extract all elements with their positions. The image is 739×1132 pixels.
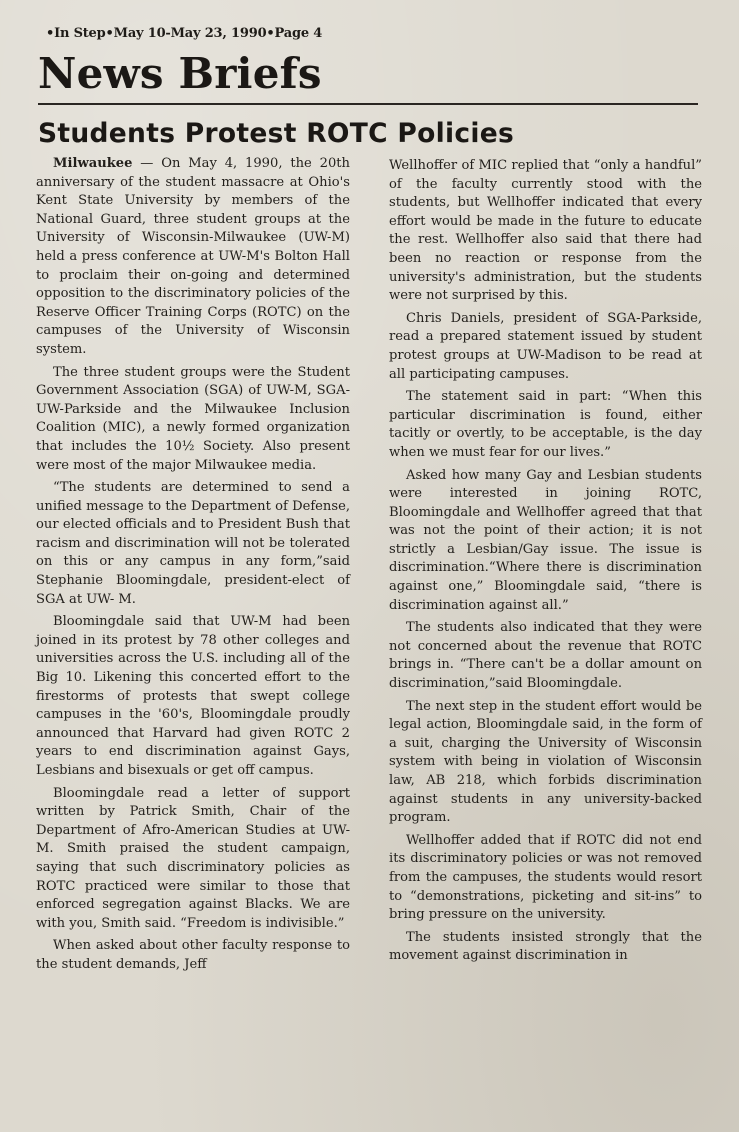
body-paragraph: Bloomingdale read a letter of support written by Patrick Smith, Chair of the Department of Afro-American Studies at UW-M. Smith praised the student campaign, saying that such discriminatory policies as ROTC practiced were similar to those that enforced segregation against Blacks. We are with you, Smith said. “Freedom is indivisible.” (36, 785, 350, 931)
page-folio: •In Step•May 10-May 23, 1990•Page 4 (46, 26, 323, 41)
body-paragraph: Chris Daniels, president of SGA-Parkside, read a prepared statement issued by student protest groups at UW-Madison to be read at all participating campuses. (389, 310, 702, 382)
article-column-left (36, 155, 350, 979)
body-paragraph: The students insisted strongly that the movement against discrimination in (389, 929, 702, 964)
body-paragraph: “The students are determined to send a unified message to the Department of Defense, our elected officials and to President Bush that racism and discrimination will not be tolerated on this or any campus in any form,”said Stephanie Bloomingdale, president-elect of SGA at UW- M. (36, 480, 350, 607)
body-paragraph: Wellhoffer added that if ROTC did not end its discriminatory policies or was not removed from the campuses, the students would resort to “demonstrations, picketing and sit-ins” to bring pressure on the university. (389, 832, 702, 923)
body-paragraph: Asked how many Gay and Lesbian students were interested in joining ROTC, Bloomingdale and Wellhoffer agreed that that was not the point of their action; it is not strictly a Lesbian/Gay issue. The issue is discrimination.“Where there is discrimination against one,” Bloomingdale said, “there is discrimination against all.” (389, 467, 702, 613)
body-paragraph: The next step in the student effort would be legal action, Bloomingdale said, in the form of a suit, charging the University of Wisconsin system with being in violation of Wisconsin law, AB 218, which forbids discrimination against students in any university-backed program. (389, 698, 702, 826)
lead-paragraph (36, 155, 350, 360)
article-headline: Students Protest ROTC Policies (38, 118, 515, 149)
section-title: News Briefs (38, 49, 322, 98)
body-paragraph: The three student groups were the Student Government Association (SGA) of UW-M, SGA-UW-Parkside and the Milwaukee Inclusion Coalition (MIC), a newly formed organization that includes the 10½ Society. Also present were most of the major Milwaukee media. (36, 364, 350, 473)
lead-text: — On May 4, 1990, the 20th anniversary of the student massacre at Ohio's Kent State University by members of the National Guard, three student groups at the University of Wisconsin-Milwaukee (UW-M) held a press conference at UW-M's Bolton Hall to proclaim their on-going and determined opposition to the discriminatory policies of the Reserve Officer Training Corps (ROTC) on the campuses of the University of Wisconsin system. (36, 156, 350, 357)
body-paragraph: The students also indicated that they were not concerned about the revenue that ROTC brings in. “There can't be a dollar amount on discrimination,”said Bloomingdale. (389, 620, 702, 692)
dateline: Milwaukee (53, 156, 133, 171)
section-divider (38, 103, 698, 105)
body-paragraph: When asked about other faculty response to the student demands, Jeff (36, 938, 350, 972)
article-column-right (389, 157, 702, 970)
continued-paragraph: Wellhoffer of MIC replied that “only a handful” of the faculty currently stood with the students, but Wellhoffer indicated that every effort would be made in the future to educate the rest. Wellhoffer also said that there had been no reaction or response from the university's administration, but the students were not surprised by this. (389, 158, 702, 304)
body-paragraph: Bloomingdale said that UW-M had been joined in its protest by 78 other colleges and universities across the U.S. including all of the Big 10. Likening this concerted effort to the firestorms of protests that swept college campuses in the '60's, Bloomingdale proudly announced that Harvard had given ROTC 2 years to end discrimination against Gays, Lesbians and bisexuals or get off campus. (36, 614, 350, 778)
body-paragraph: The statement said in part: “When this particular discrimination is found, either tacitly or overtly, to be acceptable, is the day when we must fear for our lives.” (389, 389, 702, 460)
